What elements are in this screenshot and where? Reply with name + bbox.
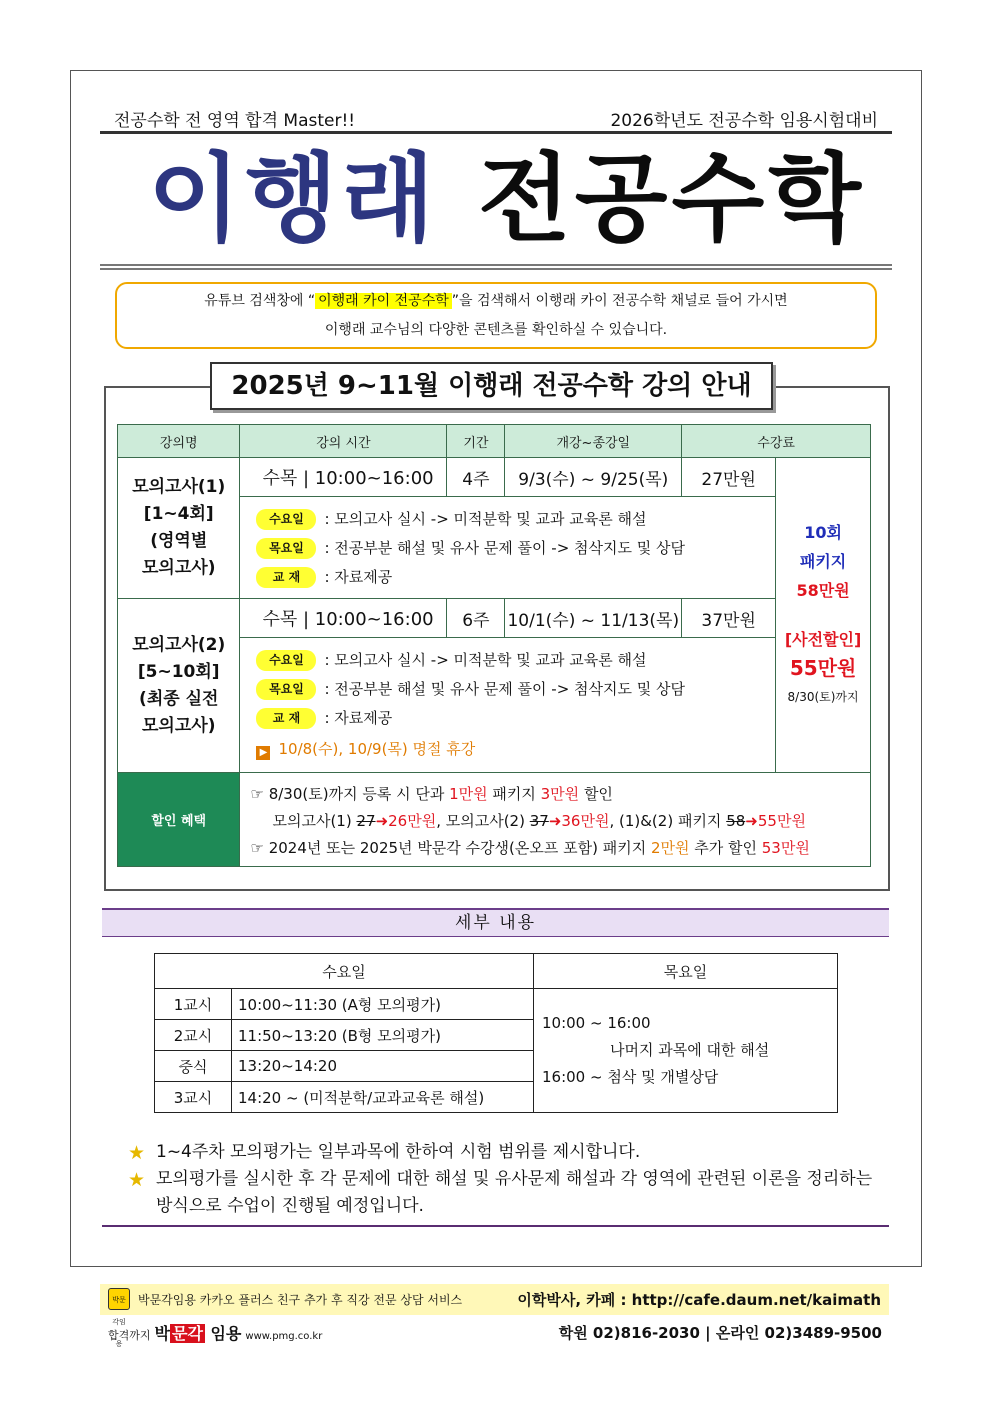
table-row: 3교시 14:20 ~ (미적분학/교과교육론 해설)	[155, 1082, 838, 1113]
course-2-row	[118, 599, 871, 638]
header-dates: 개강~종강일	[505, 425, 682, 458]
early-discount-label: [사전할인]	[784, 630, 862, 649]
course-1-name: 모의고사(1) [1~4회] (영역별 모의고사)	[118, 458, 240, 599]
tagline-right: 2026학년도 전공수학 임용시험대비	[610, 111, 878, 131]
table-row: 2교시 11:50~13:20 (B형 모의평가)	[155, 1020, 838, 1051]
detail-item: 수요일 : 모의고사 실시 -> 미적분학 및 교과 교육론 해설	[256, 646, 775, 675]
table-row: 1교시 10:00~11:30 (A형 모의평가) 10:00 ~ 16:00 나머지 과목에 대한 해설 16:00 ~ 첨삭 및 개별상담	[155, 989, 838, 1020]
course-2-fee: 37만원	[682, 599, 776, 638]
notes-divider	[102, 1225, 889, 1227]
detail-item: 교 재 : 자료제공	[256, 563, 775, 592]
lecture-table	[117, 424, 871, 867]
discount-line-2: 모의고사(1) 27➜26만원, 모의고사(2) 37➜36만원, (1)&(2) 패키지 58➜55만원	[272, 812, 806, 830]
detail-item: 교 재 : 자료제공	[256, 704, 775, 733]
discount-line-3: ☞ 2024년 또는 2025년 박문각 수강생(온오프 포함) 패키지 2만원 추가 할인 53만원	[250, 839, 810, 857]
hero-divider	[100, 264, 892, 270]
course-2-time: 수목 | 10:00~16:00	[240, 599, 447, 638]
hand-icon: ☞	[250, 839, 269, 857]
course-2-details	[240, 638, 776, 773]
holiday-notice: ▶ 10/8(수), 10/9(목) 명절 휴강	[256, 733, 775, 766]
early-discount-price: 55만원	[789, 656, 857, 680]
hand-icon: ☞	[250, 785, 269, 803]
list-item: ★ 1~4주차 모의평가는 일부과목에 한하여 시험 범위를 제시합니다.	[128, 1139, 888, 1166]
site-url[interactable]: www.pmg.co.kr	[245, 1331, 323, 1342]
header-fee: 수강료	[682, 425, 871, 458]
thursday-header: 목요일	[534, 954, 838, 989]
kakao-badge-icon: 박문각임용	[108, 1288, 130, 1310]
detail-item: 목요일 : 전공부분 해설 및 유사 문제 풀이 -> 첨삭지도 및 상담	[256, 534, 775, 563]
star-icon: ★	[128, 1142, 146, 1164]
header-lecture-time: 강의 시간	[240, 425, 447, 458]
day-tag: 수요일	[256, 509, 316, 530]
lecture-table-header	[118, 425, 871, 458]
hero-title	[100, 134, 892, 264]
arrow-icon: ▶	[256, 746, 270, 760]
header-lecture-name: 강의명	[118, 425, 240, 458]
header-period: 기간	[447, 425, 505, 458]
detail-item: 목요일 : 전공부분 해설 및 유사 문제 풀이 -> 첨삭지도 및 상담	[256, 675, 775, 704]
notice-line-2: 이행래 교수님의 다양한 콘텐츠를 확인하실 수 있습니다.	[324, 322, 668, 338]
header-topline	[100, 104, 892, 134]
contact-phone: 학원 02)816-2030 | 온라인 02)3489-9500	[558, 1324, 882, 1342]
notes	[128, 1139, 888, 1220]
course-2-dates: 10/1(수) ~ 11/13(목)	[505, 599, 682, 638]
youtube-notice	[115, 282, 877, 349]
course-1-row	[118, 458, 871, 497]
course-2-period: 6주	[447, 599, 505, 638]
thursday-schedule: 10:00 ~ 16:00 나머지 과목에 대한 해설 16:00 ~ 첨삭 및 개별상담	[534, 989, 838, 1113]
day-tag: 목요일	[256, 679, 316, 700]
lecture-title: 2025년 9~11월 이행래 전공수학 강의 안내	[210, 362, 773, 410]
early-discount-deadline: 8/30(토)까지	[787, 690, 859, 704]
discount-line-1: ☞ 8/30(토)까지 등록 시 단과 1만원 패키지 3만원 할인	[250, 785, 613, 803]
notice-line-1: 유튜브 검색창에 “ 이행래 카이 전공수학 ”을 검색해서 이행래 카이 전공수학 채널로 들어 가시면	[204, 293, 788, 309]
discount-row	[118, 773, 871, 867]
day-tag: 수요일	[256, 650, 316, 671]
discount-label: 할인 혜택	[118, 773, 240, 867]
brand-logo: 합격까지 박 문각 임용 www.pmg.co.kr	[108, 1324, 323, 1343]
star-icon: ★	[128, 1169, 146, 1191]
subject-title: 전공수학	[478, 143, 865, 255]
course-1-period: 4주	[447, 458, 505, 497]
day-tag: 목요일	[256, 538, 316, 559]
course-2-name: 모의고사(2) [5~10회] (최종 실전 모의고사)	[118, 599, 240, 773]
list-item: ★ 모의평가를 실시한 후 각 문제에 대한 해설 및 유사문제 해설과 각 영역에 관련된 이론을 정리하는 방식으로 수업이 진행될 예정입니다.	[128, 1169, 873, 1216]
tagline-left: 전공수학 전 영역 합격 Master!!	[114, 111, 356, 131]
cafe-link[interactable]: 이학박사, 카페 : http://cafe.daum.net/kaimath	[517, 1291, 881, 1309]
day-tag: 교 재	[256, 708, 316, 729]
package-price: 58만원	[796, 581, 850, 600]
course-1-dates: 9/3(수) ~ 9/25(목)	[505, 458, 682, 497]
package-fee: 10회 패키지 58만원 [사전할인] 55만원 8/30(토)까지	[776, 458, 871, 773]
course-1-fee: 27만원	[682, 458, 776, 497]
schedule-table	[154, 953, 838, 1113]
course-1-details	[240, 497, 776, 599]
wednesday-header: 수요일	[155, 954, 534, 989]
table-row: 중식 13:20~14:20	[155, 1051, 838, 1082]
discount-details	[240, 773, 871, 867]
detail-item: 수요일 : 모의고사 실시 -> 미적분학 및 교과 교육론 해설	[256, 505, 775, 534]
course-1-time: 수목 | 10:00~16:00	[240, 458, 447, 497]
schedule-header	[155, 954, 838, 989]
day-tag: 교 재	[256, 567, 316, 588]
instructor-name: 이행래	[148, 143, 439, 255]
kakao-service: 박문각임용 카카오 플러스 친구 추가 후 직강 전문 상담 서비스	[138, 1293, 463, 1307]
notice-highlight: 이행래 카이 전공수학	[315, 293, 452, 309]
detail-section-title: 세부 내용	[102, 908, 889, 937]
